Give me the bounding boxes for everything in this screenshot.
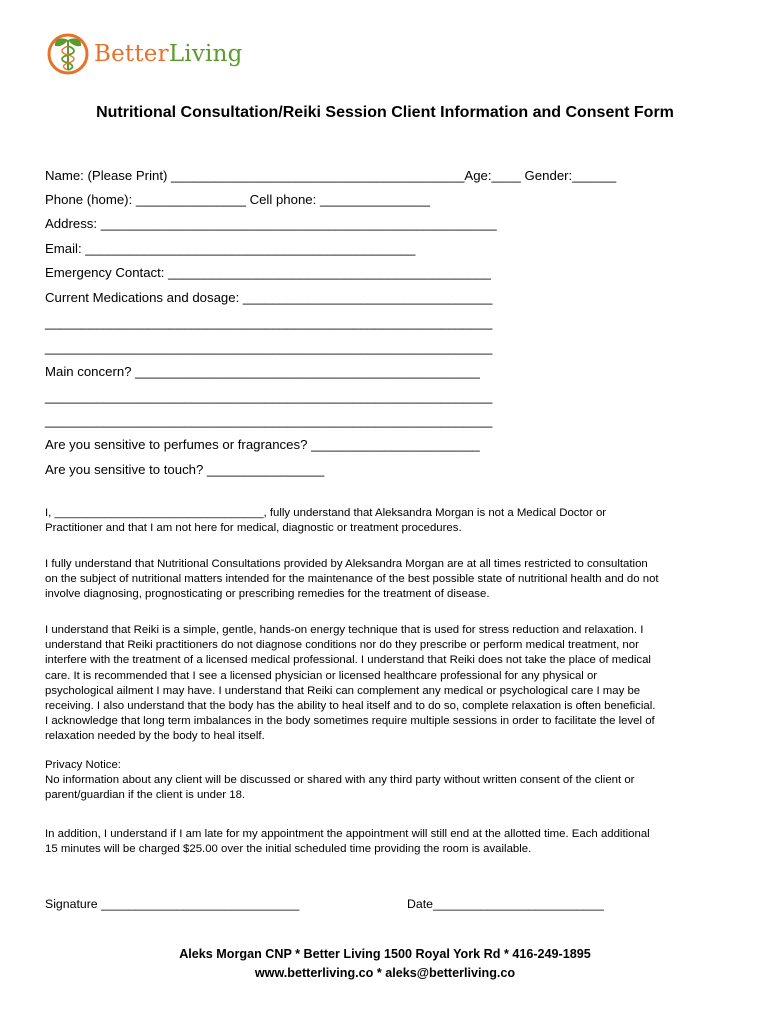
reiki-paragraph [45, 623, 735, 745]
betterliving-logo [46, 30, 243, 78]
paragraph-line: I fully understand that Nutritional Consultations provided by Aleksandra Morgan are at all times restricted to consultation [45, 558, 648, 570]
paragraph-line: Practitioner and that I am not here for medical, diagnostic or treatment procedures. [45, 522, 462, 535]
address-field[interactable]: Address: ______________________________________________________ [45, 216, 497, 231]
paragraph-line: involve diagnosing, prognosticating or prescribing remedies for the treatment of disease. [45, 588, 490, 601]
medications-field[interactable]: Current Medications and dosage: __________________________________ [45, 290, 493, 305]
logo-word-better: Better [94, 41, 169, 67]
caduceus-leaf-icon [46, 30, 90, 78]
main-concern-field[interactable]: Main concern? _______________________________________________ [45, 364, 480, 379]
paragraph-line: psychological ailment I may have. I understand that Reiki can complement any medical or psychological care I may be [45, 684, 641, 697]
medications-line-2[interactable]: _____________________________________________________________ [45, 315, 493, 330]
touch-sensitivity-field[interactable]: Are you sensitive to touch? ________________ [45, 462, 325, 477]
footer-contact-line: Aleks Morgan CNP * Better Living 1500 Royal York Rd * 416-249-1895 [179, 947, 591, 961]
paragraph-line: parent/guardian if the client is under 18. [45, 789, 246, 802]
footer-web-email-line: www.betterliving.co * aleks@betterliving.co [254, 966, 516, 980]
late-policy-paragraph [45, 827, 735, 857]
paragraph-line: I acknowledge that long term imbalances in the body sometimes require multiple sessions in order to facilitate the level of [45, 715, 655, 728]
paragraph-line: I understand that Reiki is a simple, gentle, hands-on energy technique that is used for stress reduction and relaxation. I [45, 624, 644, 636]
main-concern-line-3[interactable]: _____________________________________________________________ [45, 413, 493, 428]
paragraph-line: receiving. I also understand that the body has the ability to heal itself and to do so, complete relaxation is often beneficial. [45, 700, 656, 713]
paragraph-line: understand that Reiki practitioners do not diagnose conditions nor do they prescribe or perform medical treatment, nor [45, 639, 639, 652]
fragrance-sensitivity-field[interactable]: Are you sensitive to perfumes or fragrances? _______________________ [45, 437, 480, 452]
paragraph-line: care. It is recommended that I see a licensed physician or licensed healthcare professional for any physical or [45, 669, 598, 682]
privacy-notice-heading: Privacy Notice: [45, 759, 121, 771]
form-title: Nutritional Consultation/Reiki Session Client Information and Consent Form [96, 104, 674, 121]
medications-line-3[interactable]: _____________________________________________________________ [45, 340, 493, 355]
paragraph-line: 15 minutes will be charged $25.00 over the initial scheduled time providing the room is available. [45, 843, 532, 856]
emergency-contact-field[interactable]: Emergency Contact: ____________________________________________ [45, 265, 491, 280]
logo-wordmark [94, 41, 243, 67]
paragraph-line: relaxation needed by the body to heal itself. [45, 730, 265, 743]
privacy-notice-paragraph [45, 758, 735, 804]
phone-field[interactable]: Phone (home): _______________ Cell phone: _______________ [45, 192, 430, 207]
date-field[interactable]: Date_________________________ [407, 897, 604, 911]
paragraph-line: interfere with the treatment of a licensed medical professional. I understand that Reiki does not take the place of medical [45, 654, 651, 667]
nutrition-consult-paragraph [45, 557, 735, 603]
email-field[interactable]: Email: _____________________________________________ [45, 241, 416, 256]
logo-word-living: Living [168, 41, 243, 67]
paragraph-line: No information about any client will be discussed or shared with any third party without written consent of the client or [45, 774, 635, 787]
signature-field[interactable]: Signature _____________________________ [45, 897, 300, 911]
name-age-gender-field[interactable]: Name: (Please Print) ________________________________________Age:____ Gender:______ [45, 168, 617, 183]
paragraph-line: I, _________________________________, fully understand that Aleksandra Morgan is not a Medical Doctor or [45, 507, 607, 519]
paragraph-line: on the subject of nutritional matters intended for the maintenance of the best possible state of nutritional health and do not [45, 573, 659, 586]
main-concern-line-2[interactable]: _____________________________________________________________ [45, 389, 493, 404]
paragraph-line: In addition, I understand if I am late for my appointment the appointment will still end at the allotted time. Each additional [45, 828, 650, 840]
medical-disclaimer-paragraph [45, 506, 735, 536]
